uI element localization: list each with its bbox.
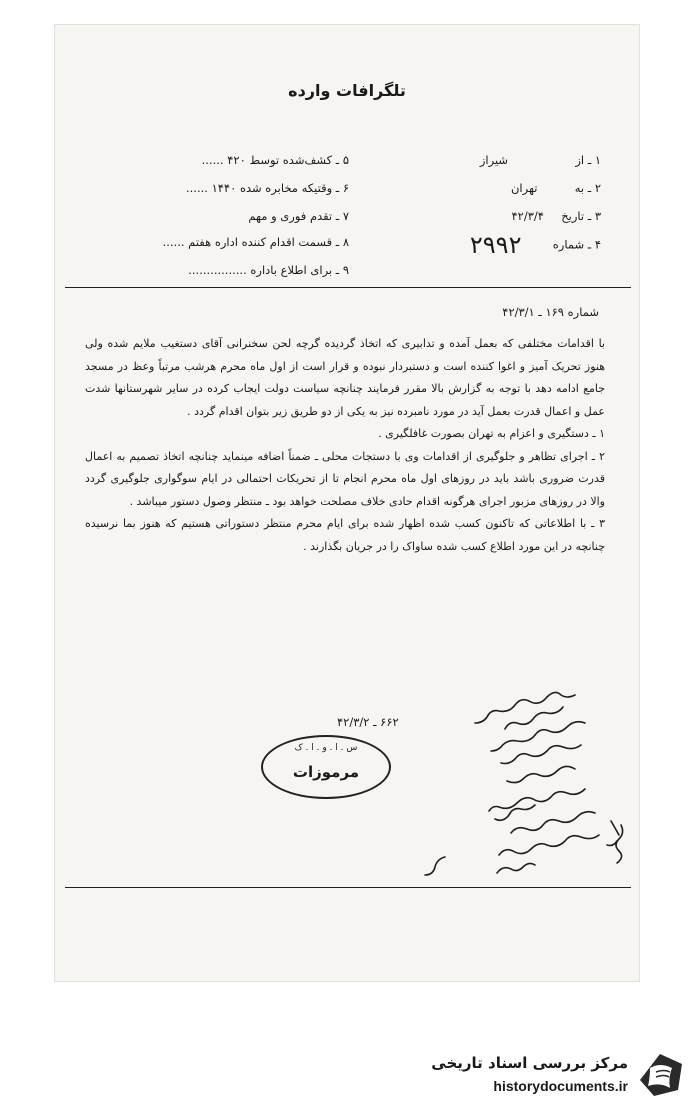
header-from: ۱ ـ از شیراز: [479, 153, 601, 167]
body-paragraph-1: با اقدامات مختلفی که بعمل آمده و تدابیری که اتخاذ گردیده گرچه لحن سخنرانی آقای دستغیب ملایم شده ولی هنوز تحریک آمیز و اغوا کننده است و دستبردار نبوده و قرار است از اول ماه محرم هرشب مرتباً وعظ در مسجد جامع ادامه دهد با توجه به گزارش بالا مقرر فرمایند چنانچه سیاست دولت ایجاب کرده در سایر شهرستانها شدت عمل و اعمال قدرت بعمل آید در مورد نامبرده نیز به یکی از دو طریق زیر بتوان اقدام گردد .: [85, 337, 605, 418]
archive-name: مرکز بررسی اسناد تاریخی: [431, 1054, 628, 1072]
oval-stamp: س . ا . و . ا . ک مرموزات: [261, 735, 391, 799]
body-paragraph-2: ۱ ـ دستگیری و اعزام به تهران بصورت غافلگیری .: [378, 427, 605, 440]
reference-number: شماره ۱۶۹ ـ ۴۲/۳/۱: [502, 305, 599, 319]
header-date: ۳ ـ تاریخ ۴۲/۳/۴: [511, 209, 601, 223]
document-page: [54, 24, 640, 982]
header-decoded-by: ۵ ـ کشف‌شده توسط ۴۲۰ ......: [201, 153, 349, 167]
header-for-info: ۹ ـ برای اطلاع باداره ................: [188, 263, 349, 277]
archive-url: historydocuments.ir: [493, 1078, 628, 1094]
header-divider: [65, 287, 631, 288]
document-title: تلگرافات وارده: [288, 81, 406, 100]
header-number: ۴ ـ شماره ۲۹۹۲: [469, 231, 601, 259]
signature-date: ۶۶۲ ـ ۴۲/۳/۲: [337, 715, 399, 729]
telegram-body: [85, 333, 605, 558]
footer-divider: [65, 887, 631, 888]
header-action-dept: ۸ ـ قسمت اقدام کننده اداره هفتم ......: [162, 235, 349, 249]
header-to: ۲ ـ به تهران: [510, 181, 601, 195]
header-priority: ۷ ـ تقدم فوری و مهم: [248, 209, 349, 223]
body-paragraph-3: ۲ ـ اجرای تظاهر و جلوگیری از اقدامات وی با دستجات محلی ـ ضمناً اضافه مینماید چنانچه اتخاذ تصمیم به اعمال قدرت ضروری باشد باید در روزهای اول ماه محرم انجام تا از تحریکات احتمالی در ایام سوگواری جلوگیری گردد والا در روزهای مزبور اجرای هرگونه اقدام حادی خلاف مصلحت خواهد بود ـ منتظر وصول دستور میباشد .: [85, 449, 605, 508]
header-transmitted-time: ۶ ـ وقتیکه مخابره شده ۱۴۴۰ ......: [185, 181, 349, 195]
handwritten-annotations: [385, 685, 635, 905]
source-footer: [400, 1050, 690, 1100]
archive-logo-icon: [634, 1050, 686, 1098]
body-paragraph-4: ۳ ـ با اطلاعاتی که تاکنون کسب شده اظهار شده برای ایام محرم منتظر دستوراتی هستیم که هنوز بما نرسیده چنانچه در این مورد اطلاع کسب شده ساواک را در جریان بگذارند .: [85, 517, 605, 553]
